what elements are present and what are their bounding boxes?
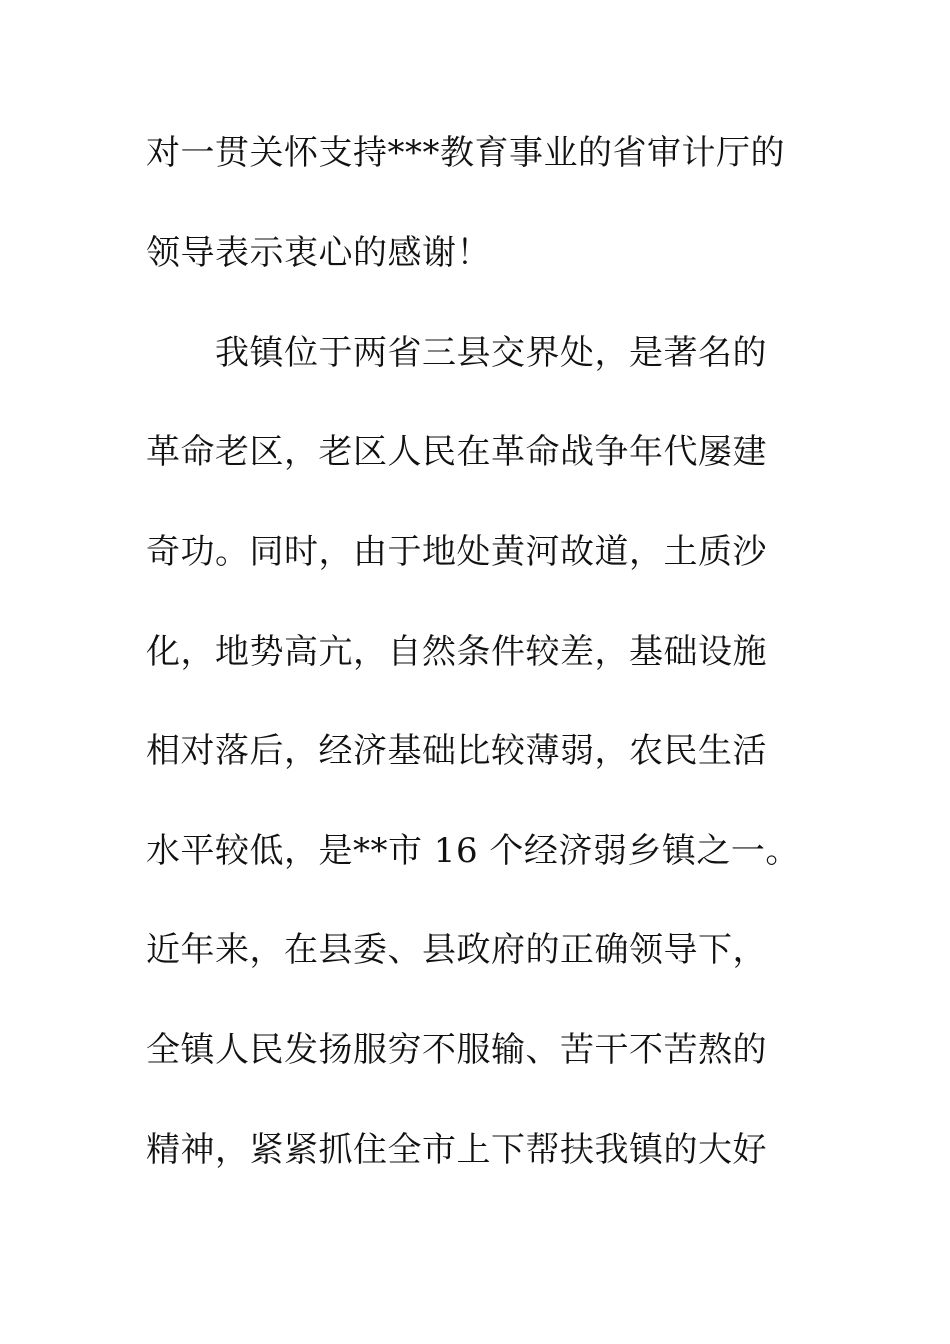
text-line: 全镇人民发扬服穷不服输、苦干不苦熬的 [146,1030,767,1070]
text-line: 领导表示衷心的感谢！ [146,233,491,273]
paragraph-first-line: 我镇位于两省三县交界处，是著名的 [215,333,767,373]
text-line: 奇功。同时，由于地处黄河故道，土质沙 [146,532,767,572]
text-line: 精神，紧紧抓住全市上下帮扶我镇的大好 [146,1130,767,1170]
text-line: 革命老区，老区人民在革命战争年代屡建 [146,432,767,472]
text-line: 相对落后，经济基础比较薄弱，农民生活 [146,731,767,771]
text-line: 化，地势高亢，自然条件较差，基础设施 [146,632,767,672]
text-line: 水平较低，是**市 16 个经济弱乡镇之一。 [146,831,800,871]
text-line: 近年来，在县委、县政府的正确领导下， [146,930,767,970]
text-line: 对一贯关怀支持***教育事业的省审计厅的 [146,133,785,173]
